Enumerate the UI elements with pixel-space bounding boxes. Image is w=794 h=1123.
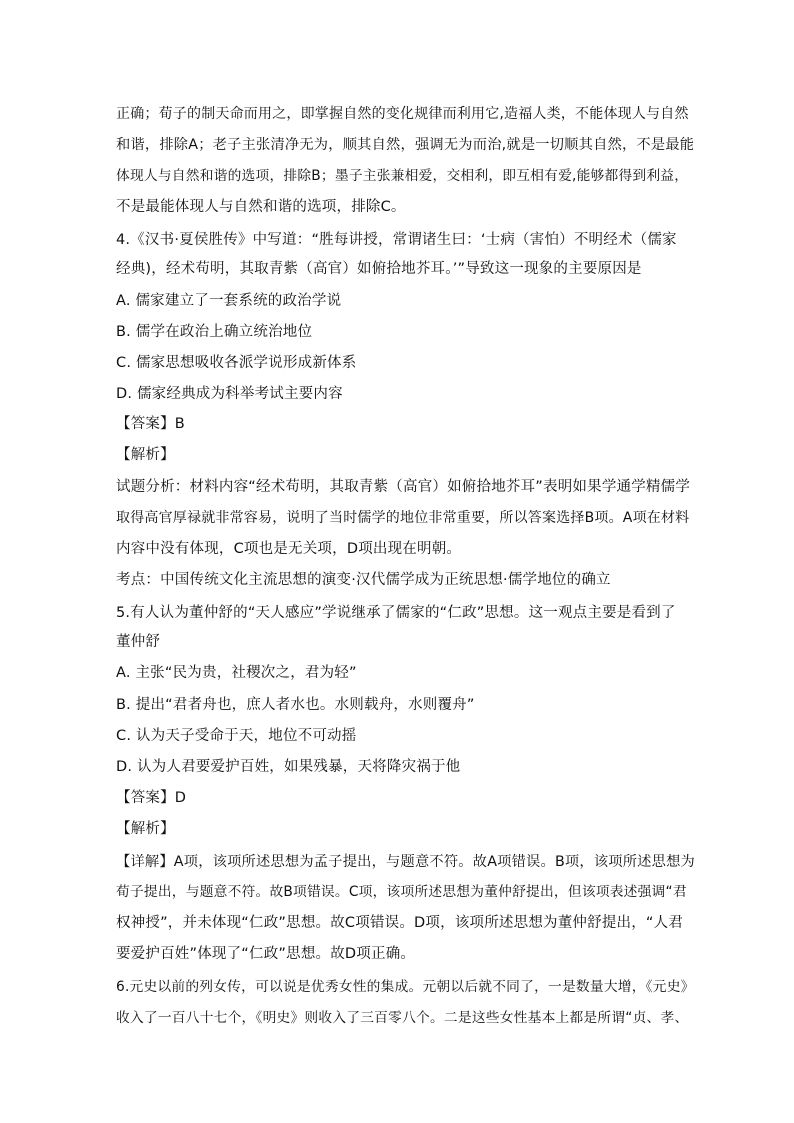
text-line: 董仲舒 [116,634,161,650]
text-line: B. 提出“君者舟也，庶人者水也。水则载舟，水则覆舟” [116,697,475,713]
text-line: 内容中没有体现，C项也是无关项，D项出现在明朝。 [116,541,462,557]
text-line: 6.元史以前的列女传，可以说是优秀女性的集成。元朝以后就不同了，一是数量大增，《元史》 [116,979,695,995]
text-line: 经典)，经术苟明，其取青紫（高官）如俯拾地芥耳。’”导致这一现象的主要原因是 [116,261,642,277]
text-line: 试题分析：材料内容“经术苟明，其取青紫（高官）如俯拾地芥耳”表明如果学通学精儒学 [116,479,691,495]
text-line: 收入了一百八十七个，《明史》则收入了三百零八个。二是这些女性基本上都是所谓“贞、孝、 [116,1010,689,1026]
text-line: C. 认为天子受命于天，地位不可动摇 [116,728,357,744]
text-line: 【解析】 [116,447,175,463]
text-line: 不是最能体现人与自然和谐的选项，排除C。 [116,199,406,215]
text-line: 考点：中国传统文化主流思想的演变·汉代儒学成为正统思想·儒学地位的确立 [116,572,611,588]
text-line: D. 儒家经典成为科举考试主要内容 [116,386,343,402]
text-line: 取得高官厚禄就非常容易，说明了当时儒学的地位非常重要，所以答案选择B项。A项在材料 [116,510,690,526]
text-line: 【答案】D [116,790,187,806]
text-line: 要爱护百姓”体现了“仁政”思想。故D项正确。 [116,946,416,962]
text-line: A. 儒家建立了一套系统的政治学说 [116,293,342,309]
text-line: A. 主张“民为贵，社稷次之，君为轻” [116,665,357,681]
text-line: 4.《汉书·夏侯胜传》中写道：“胜每讲授，常谓诸生曰：‘士病（害怕）不明经术（儒家 [116,232,677,248]
text-line: 【答案】B [116,416,185,432]
text-line: B. 儒学在政治上确立统治地位 [116,324,313,340]
text-line: 正确；荀子的制天命而用之，即掌握自然的变化规律而利用它,造福人类，不能体现人与自然 [116,106,689,122]
text-line: 权神授”，并未体现“仁政”思想。故C项错误。D项，该项所述思想为董仲舒提出，“人君 [116,915,684,931]
text-line: D. 认为人君要爱护百姓，如果残暴，天将降灾祸于他 [116,759,461,775]
text-line: 【详解】A项，该项所述思想为孟子提出，与题意不符。故A项错误。B项，该项所述思想为 [116,854,695,870]
text-line: 【解析】 [116,821,175,837]
text-line: 和谐，排除A；老子主张清净无为，顺其自然，强调无为而治,就是一切顺其自然，不是最能 [116,137,695,153]
text-line: 5.有人认为董仲舒的“天人感应”学说继承了儒家的“仁政”思想。这一观点主要是看到了 [116,605,676,621]
text-line: C. 儒家思想吸收各派学说形成新体系 [116,355,357,371]
text-line: 荀子提出，与题意不符。故B项错误。C项，该项所述思想为董仲舒提出，但该项表述强调“君 [116,884,687,900]
text-line: 体现人与自然和谐的选项，排除B；墨子主张兼相爱，交相利，即互相有爱,能够都得到利益， [116,168,689,184]
